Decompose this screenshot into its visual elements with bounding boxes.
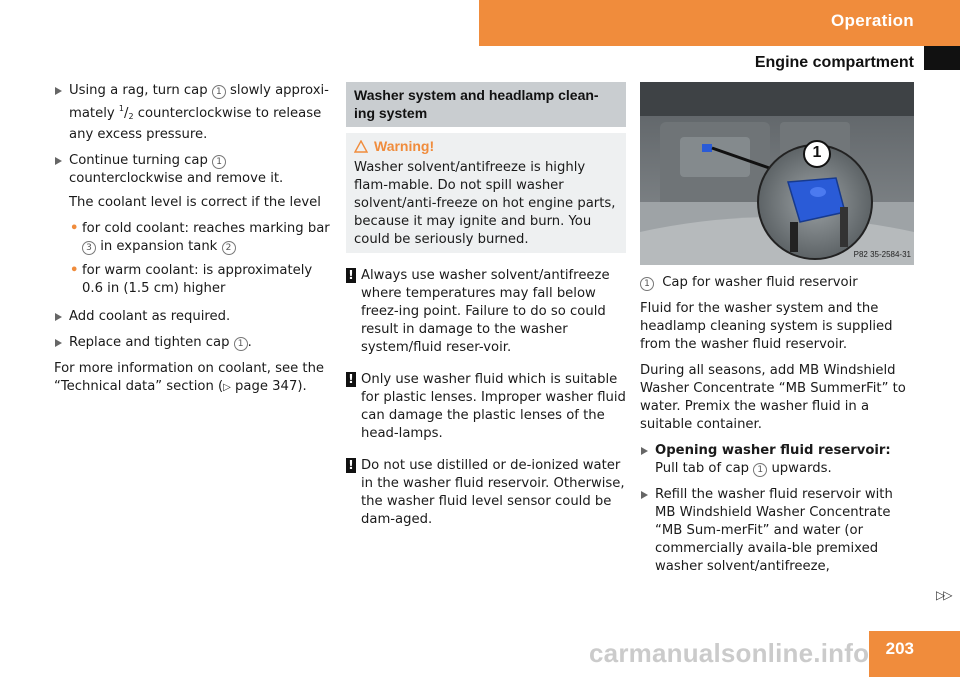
fraction-slash: / <box>123 106 129 121</box>
watermark: carmanualsonline.info <box>589 638 870 668</box>
middle-column <box>346 82 626 543</box>
notice-2 <box>346 371 626 443</box>
step-replace-cap <box>54 334 332 352</box>
callout-1-icon: 1 <box>212 155 226 169</box>
engine-bay-illustration <box>640 82 914 265</box>
step-text: Continue turning cap <box>69 153 208 168</box>
sub-text: for cold coolant: reaches marking bar <box>82 221 330 236</box>
page-ref-arrow-icon: ▷ <box>223 382 231 393</box>
fraction <box>119 106 134 121</box>
page-number-tab <box>869 631 960 677</box>
info-text: page 347). <box>230 379 307 394</box>
section-marker <box>924 46 960 70</box>
warning-title-row <box>354 137 618 155</box>
step-text: upwards. <box>771 461 832 476</box>
step-note: The coolant level is correct if the level <box>69 195 321 210</box>
warning-box <box>346 133 626 253</box>
step-text: Refill the washer fluid reservoir with MB Windshield Washer Concentrate “MB Sum-merFit” and water (or commercially availa-ble premixed washer solvent/antifreeze, <box>655 487 893 574</box>
step-add-coolant <box>54 308 332 326</box>
notice-icon: ! <box>346 372 356 387</box>
step-heading: Opening washer fluid reservoir: <box>655 443 891 458</box>
step-arrow-icon <box>641 447 648 455</box>
step-text: . <box>247 335 252 350</box>
warning-text: Washer solvent/antifreeze is highly flam-mable. Do not spill washer solvent/anti-freeze on hot engine parts, because it may ignite and burn. You could be seriously burned. <box>354 160 616 247</box>
caption-text: Cap for washer fluid reservoir <box>662 275 858 290</box>
fraction-numerator: 1 <box>118 104 124 113</box>
step-arrow-icon <box>55 157 62 165</box>
paragraph-supply: Fluid for the washer system and the headlamp cleaning system is supplied from the washer fluid reservoir. <box>640 301 893 352</box>
step-text: counterclockwise to release any excess pressure. <box>69 106 322 142</box>
step-text: Add coolant as required. <box>69 309 231 324</box>
sub-text: for warm coolant: is approximately 0.6 in (1.5 cm) higher <box>82 263 313 296</box>
notice-3 <box>346 457 626 529</box>
callout-1-icon: 1 <box>212 85 226 99</box>
step-text: counterclockwise and remove it. <box>69 171 284 186</box>
callout-2-icon: 2 <box>222 241 236 255</box>
step-turn-cap <box>54 82 332 144</box>
section-title: Engine compartment <box>754 54 914 71</box>
page-number: 203 <box>885 639 914 658</box>
step-text: Replace and tighten cap <box>69 335 230 350</box>
left-column <box>54 82 332 405</box>
bullet-dot-icon: • <box>70 221 79 236</box>
step-remove-cap <box>54 152 332 212</box>
notice-text: Do not use distilled or de-ionized water in the washer fluid reservoir. Otherwise, the washer fluid level sensor could be dam-aged. <box>361 458 625 527</box>
step-refill-reservoir <box>640 486 916 576</box>
section-header: Washer system and headlamp clean-ing system <box>346 82 626 127</box>
photo-caption <box>640 274 916 292</box>
paragraph-seasons: During all seasons, add MB Windshield Washer Concentrate “MB SummerFit” to water. Premix the washer fluid in a suitable container. <box>640 363 906 432</box>
info-paragraph <box>54 360 332 397</box>
step-open-reservoir <box>640 442 916 478</box>
sub-bullet-cold <box>54 220 332 256</box>
right-column <box>640 82 916 584</box>
callout-1-icon: 1 <box>640 277 654 291</box>
notice-1 <box>346 267 626 357</box>
callout-1-icon: 1 <box>234 337 248 351</box>
step-arrow-icon <box>55 313 62 321</box>
notice-icon: ! <box>346 268 356 283</box>
photo-code: P82 35-2584-31 <box>853 250 911 259</box>
photo-callout-1: 1 <box>812 144 822 161</box>
continue-marker-icon: ▷▷ <box>936 588 951 602</box>
step-text: Using a rag, turn cap <box>69 83 208 98</box>
step-text: Pull tab of cap <box>655 461 750 476</box>
sub-text: in expansion tank <box>100 239 218 254</box>
callout-1-icon: 1 <box>753 463 767 477</box>
chapter-title: Operation <box>831 11 914 30</box>
bullet-dot-icon: • <box>70 263 79 278</box>
sub-bullet-warm <box>54 262 332 298</box>
fraction-denominator: 2 <box>128 112 134 121</box>
warning-triangle-icon <box>354 140 368 153</box>
notice-text: Always use washer solvent/antifreeze where temperatures may fall below freez-ing point. Failure to do so could result in damage to the washer system/fluid reser-voir. <box>361 268 610 355</box>
notice-icon: ! <box>346 458 356 473</box>
notice-text: Only use washer fluid which is suitable for plastic lenses. Improper washer fluid can damage the plastic lenses of the head-lamps. <box>361 372 626 441</box>
info-text: For more information on coolant, see the “Technical data” section ( <box>54 361 325 394</box>
chapter-tab <box>479 0 960 46</box>
step-text: slowly approxi-mately <box>69 83 329 121</box>
step-arrow-icon <box>55 339 62 347</box>
engine-bay-photo <box>640 82 914 265</box>
warning-title: Warning! <box>374 138 435 154</box>
step-arrow-icon <box>641 491 648 499</box>
step-arrow-icon <box>55 87 62 95</box>
callout-3-icon: 3 <box>82 241 96 255</box>
